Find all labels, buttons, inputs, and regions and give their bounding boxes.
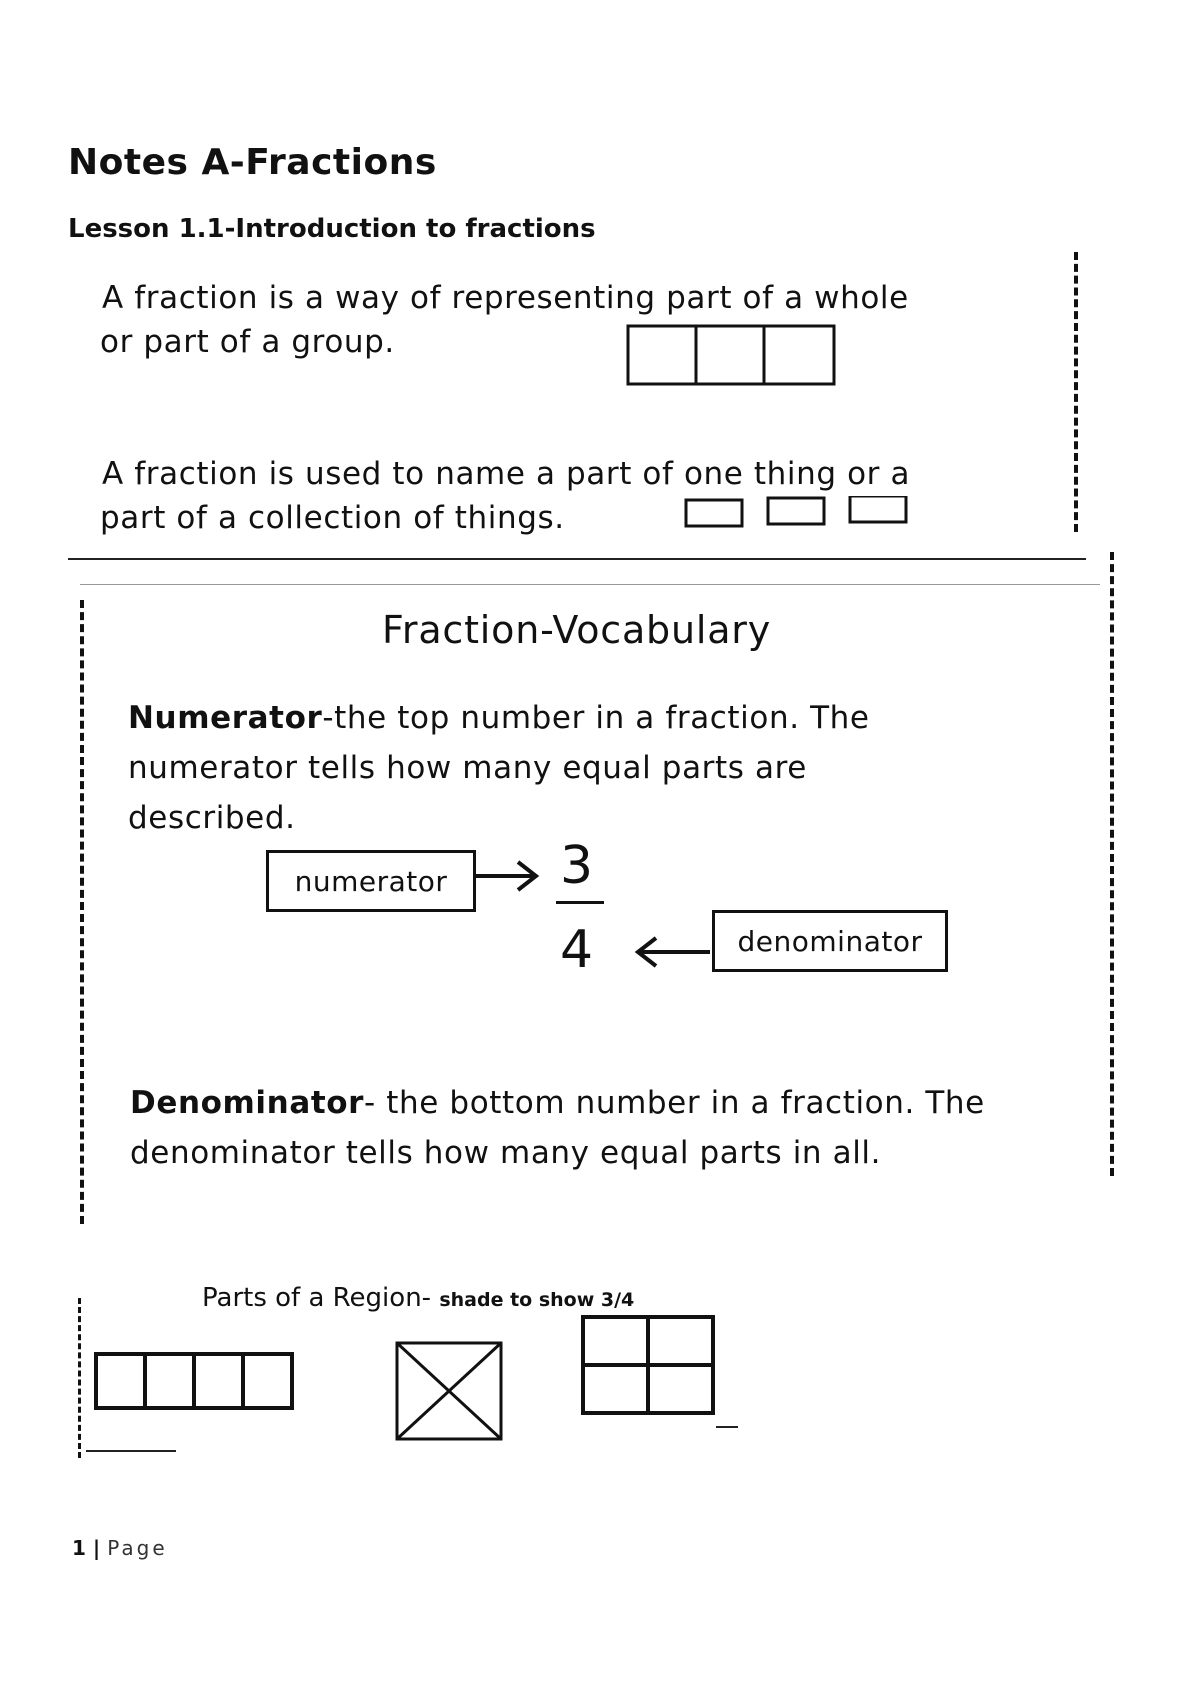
region-heading-text: Parts of a Region- <box>202 1283 432 1313</box>
numerator-definition-line-3: described. <box>128 800 296 836</box>
region-square-diagonals <box>394 1340 506 1444</box>
region-heading <box>202 1283 634 1313</box>
answer-line <box>86 1450 176 1452</box>
numerator-definition-line-2: numerator tells how many equal parts are <box>128 750 807 786</box>
denominator-definition-rest: - the bottom number in a fraction. The <box>364 1085 985 1121</box>
section-divider-faint <box>80 584 1100 585</box>
intro-dashed-border <box>1074 252 1078 532</box>
region-dashed-border <box>78 1298 81 1458</box>
section-divider <box>68 558 1086 560</box>
lesson-subtitle: Lesson 1.1-Introduction to fractions <box>68 214 596 244</box>
definition-line-2: or part of a group. <box>100 324 395 360</box>
page-footer <box>72 1536 168 1560</box>
region-square-quarters <box>580 1314 720 1418</box>
fraction-bar <box>556 901 604 904</box>
whole-bar-diagram <box>626 322 838 388</box>
region-bar-four-parts <box>94 1350 296 1414</box>
vocab-dashed-border-left <box>80 600 84 1224</box>
collection-item <box>768 498 824 524</box>
fraction-numerator-digit: 3 <box>560 836 594 896</box>
numerator-term: Numerator <box>128 700 323 736</box>
answer-line-short <box>716 1426 738 1428</box>
page-title: Notes A-Fractions <box>68 142 437 183</box>
page-word: Page <box>107 1536 168 1560</box>
denominator-label-box: denominator <box>712 910 948 972</box>
arrow-left-icon <box>630 932 712 972</box>
collection-item <box>686 500 742 526</box>
usage-line-2: part of a collection of things. <box>100 500 565 536</box>
collection-diagram <box>684 496 910 532</box>
whole-bar-outline <box>628 326 834 384</box>
numerator-label-box: numerator <box>266 850 476 912</box>
denominator-term: Denominator <box>130 1085 365 1121</box>
arrow-right-icon <box>472 856 542 896</box>
numerator-definition-rest: -the top number in a fraction. The <box>322 700 870 736</box>
region-instruction: shade to show 3/4 <box>439 1289 635 1311</box>
footer-separator: | <box>92 1536 104 1560</box>
vocabulary-heading: Fraction-Vocabulary <box>382 608 772 652</box>
definition-line-1: A fraction is a way of representing part of a whole <box>102 280 909 316</box>
page-number: 1 <box>72 1536 89 1560</box>
collection-item <box>850 496 906 522</box>
numerator-definition-line-1 <box>128 693 870 743</box>
denominator-definition-line-2: denominator tells how many equal parts in all. <box>130 1135 882 1171</box>
vocab-dashed-border-right <box>1110 552 1114 1176</box>
usage-line-1: A fraction is used to name a part of one thing or a <box>102 456 911 492</box>
fraction-denominator-digit: 4 <box>560 920 594 980</box>
denominator-definition-line-1 <box>130 1078 985 1128</box>
